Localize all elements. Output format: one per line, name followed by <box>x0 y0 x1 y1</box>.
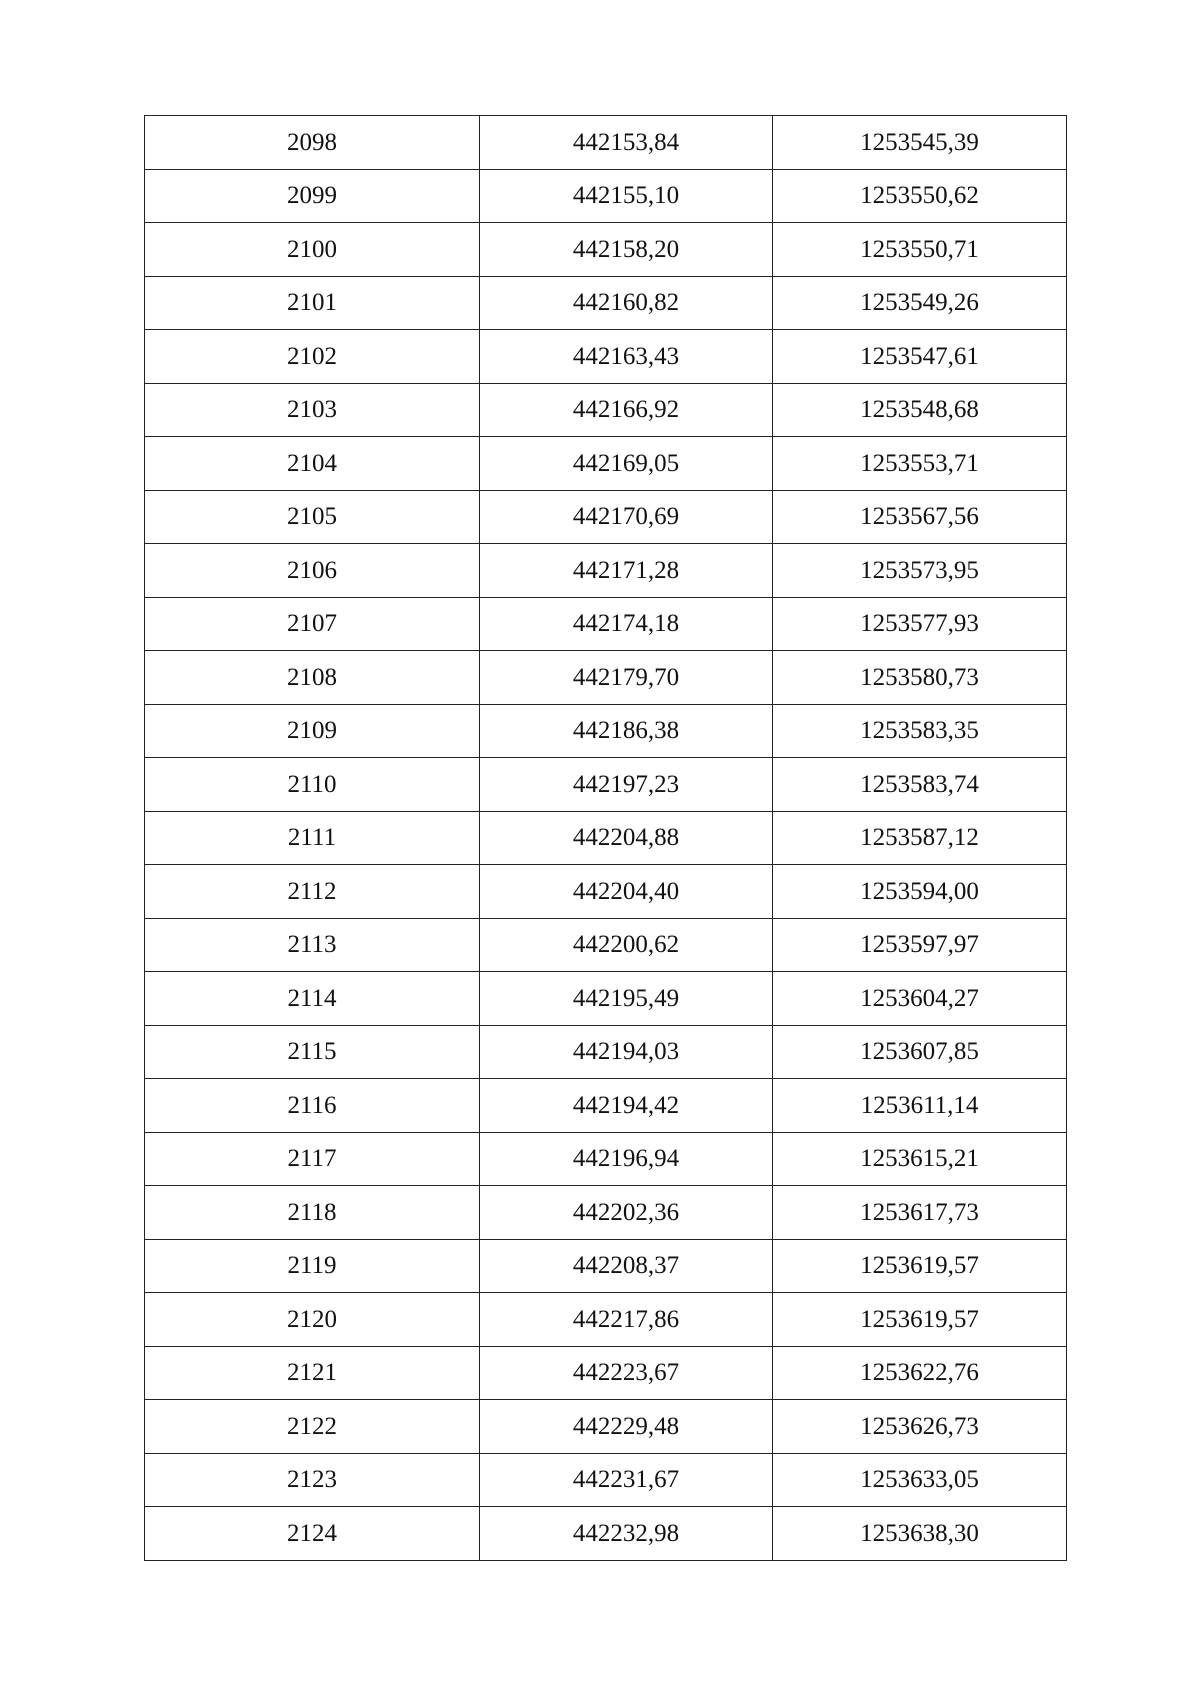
table-row <box>145 276 1067 330</box>
x-coordinate-cell: 442158,20 <box>480 223 773 277</box>
x-coordinate-cell: 442169,05 <box>480 437 773 491</box>
x-coordinate-cell: 442155,10 <box>480 169 773 223</box>
x-coordinate-cell: 442196,94 <box>480 1132 773 1186</box>
point-number-cell: 2122 <box>145 1400 480 1454</box>
y-coordinate-cell: 1253615,21 <box>773 1132 1067 1186</box>
point-number-cell: 2117 <box>145 1132 480 1186</box>
point-number-cell: 2111 <box>145 811 480 865</box>
table-row <box>145 330 1067 384</box>
table-row <box>145 758 1067 812</box>
point-number-cell: 2105 <box>145 490 480 544</box>
table-row <box>145 865 1067 919</box>
point-number-cell: 2110 <box>145 758 480 812</box>
x-coordinate-cell: 442166,92 <box>480 383 773 437</box>
table-row <box>145 1293 1067 1347</box>
point-number-cell: 2102 <box>145 330 480 384</box>
x-coordinate-cell: 442200,62 <box>480 918 773 972</box>
table-row <box>145 437 1067 491</box>
x-coordinate-cell: 442229,48 <box>480 1400 773 1454</box>
table-row <box>145 1025 1067 1079</box>
x-coordinate-cell: 442195,49 <box>480 972 773 1026</box>
table-row <box>145 1346 1067 1400</box>
x-coordinate-cell: 442194,03 <box>480 1025 773 1079</box>
point-number-cell: 2098 <box>145 116 480 170</box>
point-number-cell: 2123 <box>145 1453 480 1507</box>
y-coordinate-cell: 1253549,26 <box>773 276 1067 330</box>
y-coordinate-cell: 1253567,56 <box>773 490 1067 544</box>
y-coordinate-cell: 1253626,73 <box>773 1400 1067 1454</box>
y-coordinate-cell: 1253594,00 <box>773 865 1067 919</box>
y-coordinate-cell: 1253583,74 <box>773 758 1067 812</box>
x-coordinate-cell: 442223,67 <box>480 1346 773 1400</box>
point-number-cell: 2113 <box>145 918 480 972</box>
table-row <box>145 169 1067 223</box>
point-number-cell: 2099 <box>145 169 480 223</box>
point-number-cell: 2103 <box>145 383 480 437</box>
y-coordinate-cell: 1253622,76 <box>773 1346 1067 1400</box>
table-row <box>145 1239 1067 1293</box>
x-coordinate-cell: 442174,18 <box>480 597 773 651</box>
x-coordinate-cell: 442171,28 <box>480 544 773 598</box>
table-row <box>145 1453 1067 1507</box>
x-coordinate-cell: 442194,42 <box>480 1079 773 1133</box>
table-row <box>145 972 1067 1026</box>
point-number-cell: 2107 <box>145 597 480 651</box>
y-coordinate-cell: 1253638,30 <box>773 1507 1067 1561</box>
y-coordinate-cell: 1253617,73 <box>773 1186 1067 1240</box>
table-row <box>145 1186 1067 1240</box>
y-coordinate-cell: 1253597,97 <box>773 918 1067 972</box>
table-row <box>145 544 1067 598</box>
y-coordinate-cell: 1253573,95 <box>773 544 1067 598</box>
x-coordinate-cell: 442186,38 <box>480 704 773 758</box>
y-coordinate-cell: 1253604,27 <box>773 972 1067 1026</box>
y-coordinate-cell: 1253545,39 <box>773 116 1067 170</box>
y-coordinate-cell: 1253619,57 <box>773 1293 1067 1347</box>
x-coordinate-cell: 442197,23 <box>480 758 773 812</box>
point-number-cell: 2119 <box>145 1239 480 1293</box>
table-body <box>145 116 1067 1561</box>
y-coordinate-cell: 1253633,05 <box>773 1453 1067 1507</box>
point-number-cell: 2101 <box>145 276 480 330</box>
x-coordinate-cell: 442204,40 <box>480 865 773 919</box>
point-number-cell: 2120 <box>145 1293 480 1347</box>
point-number-cell: 2116 <box>145 1079 480 1133</box>
table-row <box>145 811 1067 865</box>
x-coordinate-cell: 442217,86 <box>480 1293 773 1347</box>
table-row <box>145 1507 1067 1561</box>
y-coordinate-cell: 1253583,35 <box>773 704 1067 758</box>
y-coordinate-cell: 1253550,71 <box>773 223 1067 277</box>
point-number-cell: 2112 <box>145 865 480 919</box>
table-row <box>145 651 1067 705</box>
x-coordinate-cell: 442160,82 <box>480 276 773 330</box>
point-number-cell: 2114 <box>145 972 480 1026</box>
table-row <box>145 1400 1067 1454</box>
point-number-cell: 2124 <box>145 1507 480 1561</box>
y-coordinate-cell: 1253607,85 <box>773 1025 1067 1079</box>
y-coordinate-cell: 1253619,57 <box>773 1239 1067 1293</box>
point-number-cell: 2115 <box>145 1025 480 1079</box>
x-coordinate-cell: 442153,84 <box>480 116 773 170</box>
point-number-cell: 2109 <box>145 704 480 758</box>
x-coordinate-cell: 442179,70 <box>480 651 773 705</box>
y-coordinate-cell: 1253580,73 <box>773 651 1067 705</box>
y-coordinate-cell: 1253577,93 <box>773 597 1067 651</box>
x-coordinate-cell: 442231,67 <box>480 1453 773 1507</box>
x-coordinate-cell: 442204,88 <box>480 811 773 865</box>
table-row <box>145 1079 1067 1133</box>
point-number-cell: 2106 <box>145 544 480 598</box>
point-number-cell: 2118 <box>145 1186 480 1240</box>
x-coordinate-cell: 442202,36 <box>480 1186 773 1240</box>
y-coordinate-cell: 1253547,61 <box>773 330 1067 384</box>
table-row <box>145 490 1067 544</box>
y-coordinate-cell: 1253611,14 <box>773 1079 1067 1133</box>
table-row <box>145 918 1067 972</box>
y-coordinate-cell: 1253553,71 <box>773 437 1067 491</box>
y-coordinate-cell: 1253550,62 <box>773 169 1067 223</box>
table-row <box>145 116 1067 170</box>
y-coordinate-cell: 1253548,68 <box>773 383 1067 437</box>
table-row <box>145 704 1067 758</box>
point-number-cell: 2108 <box>145 651 480 705</box>
coordinates-table <box>144 115 1067 1561</box>
point-number-cell: 2100 <box>145 223 480 277</box>
table-row <box>145 1132 1067 1186</box>
x-coordinate-cell: 442208,37 <box>480 1239 773 1293</box>
x-coordinate-cell: 442163,43 <box>480 330 773 384</box>
table-row <box>145 597 1067 651</box>
point-number-cell: 2104 <box>145 437 480 491</box>
x-coordinate-cell: 442170,69 <box>480 490 773 544</box>
point-number-cell: 2121 <box>145 1346 480 1400</box>
y-coordinate-cell: 1253587,12 <box>773 811 1067 865</box>
x-coordinate-cell: 442232,98 <box>480 1507 773 1561</box>
table-row <box>145 383 1067 437</box>
table-row <box>145 223 1067 277</box>
